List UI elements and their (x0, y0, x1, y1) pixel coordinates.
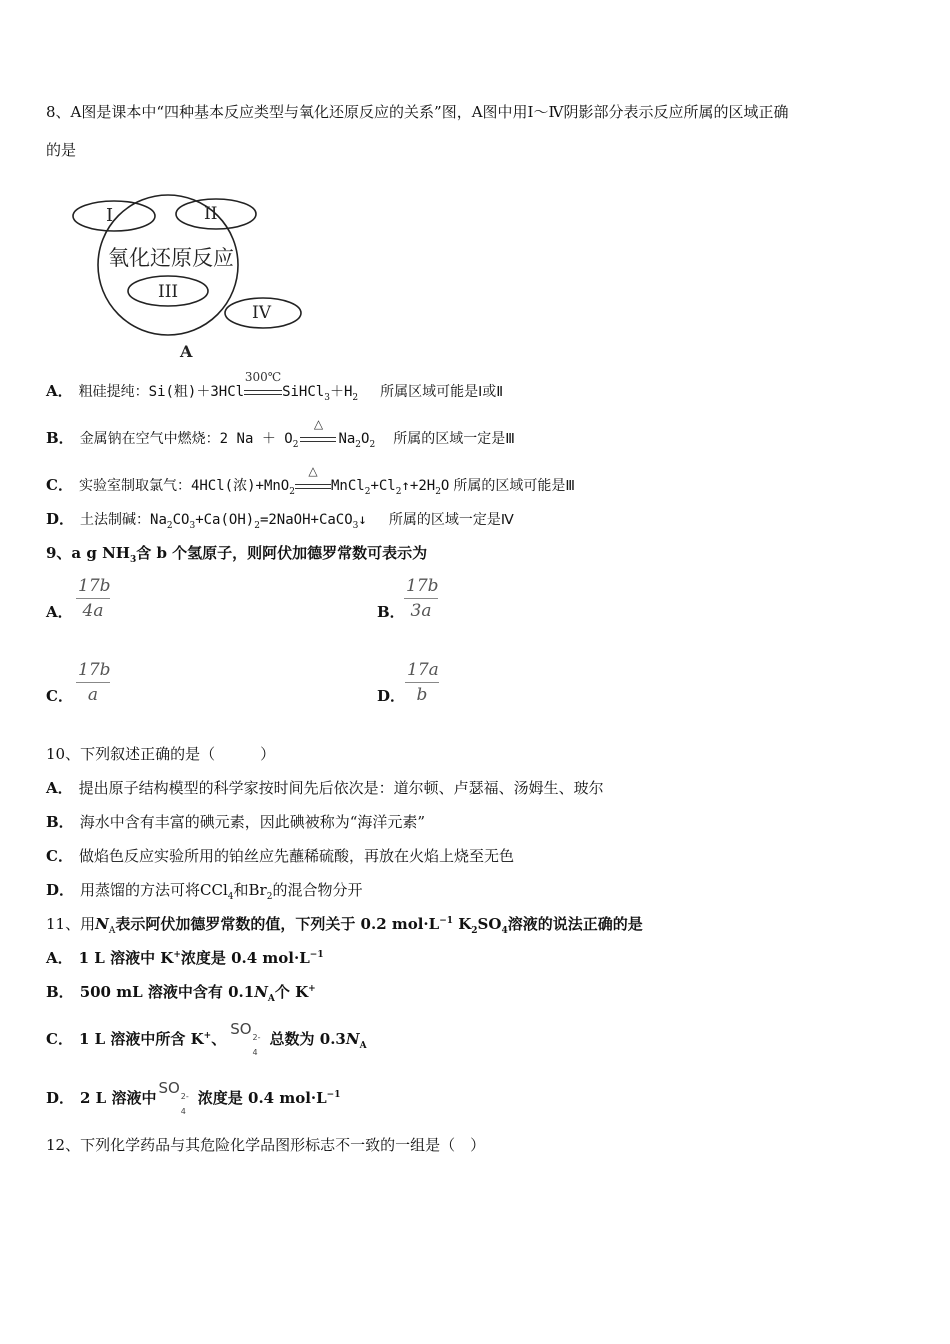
q9-option-c-fraction[interactable]: $\frac{17b}{a}$ (78, 660, 111, 705)
q8c-plus: +Cl (370, 478, 396, 494)
q10-option-a[interactable]: A． 提出原子结构模型的科学家按时间先后依次是：道尔顿、卢瑟福、汤姆生、玻尔 (46, 779, 604, 797)
q8c-tail: 所属的区域可能是Ⅲ (453, 478, 576, 494)
q10-option-b[interactable]: B． 海水中含有丰富的碘元素，因此碘被称为“海洋元素” (46, 813, 426, 831)
q8a-prefix: 粗硅提纯：Si(粗)＋3HCl (78, 384, 245, 400)
q8-stem-line1: 8、A图是课本中“四种基本反应类型与氧化还原反应的关系”图，A图中用Ⅰ～Ⅳ阴影部分表示反应所属的区域正确 (46, 103, 789, 121)
q8d-t2: +Ca(OH) (195, 512, 255, 528)
q8b-tail: 所属的区域一定是Ⅲ (393, 431, 515, 447)
q8b-prefix: 金属钠在空气中燃烧：2 Na ＋ O (79, 431, 293, 447)
q8a-plus: ＋H (329, 384, 353, 400)
q8c-condition: △ (295, 475, 331, 495)
q8d-tail: 所属的区域一定是Ⅳ (388, 512, 514, 528)
q8b-product: Na (338, 431, 356, 447)
q9-option-a-label[interactable]: A． (46, 603, 73, 621)
q10-option-d[interactable]: D． 用蒸馏的方法可将CCl$_4$和$Br_2$的混合物分开 (46, 881, 363, 902)
q9-option-a-fraction[interactable]: $\frac{17b}{4a}$ (78, 576, 111, 621)
q11-option-a[interactable]: A． 1 L 溶液中 K+浓度是 0.4 $mol\cdot L^{-1}$ (46, 949, 324, 967)
q10-option-c[interactable]: C． 做焰色反应实验所用的铂丝应先蘸稀硫酸，再放在火焰上烧至无色 (46, 847, 514, 865)
option-label: A． (46, 382, 73, 400)
q9-option-d-label[interactable]: D． (377, 687, 406, 705)
reaction-relationship-diagram (70, 185, 320, 365)
q11-option-d[interactable]: D． 2 L 溶液中SO 2- 4 浓度是 0.4 $mol\cdot L^{-1}$ (46, 1079, 341, 1116)
region-label-4: IV (252, 303, 271, 323)
sulfate-ion: SO 2- 4 (158, 1079, 189, 1116)
q11-option-c[interactable]: C． 1 L 溶液中所含 K+、SO 2- 4 总数为 $0.3N_A$ (46, 1020, 367, 1057)
q8c-rest2: O (440, 478, 450, 494)
region-label-1: I (106, 205, 114, 226)
q9-option-c-label[interactable]: C． (46, 687, 73, 705)
q8d-t4: ↓ (358, 512, 367, 528)
q12-stem: 12、下列化学药品与其危险化学品图形标志不一致的一组是（ ） (46, 1136, 486, 1154)
option-label: C． (46, 476, 73, 494)
q8d-t3: =2NaOH+CaCO (259, 512, 353, 528)
q8-option-c[interactable]: C． 实验室制取氯气：4HCl(浓)+MnO$_2$ △ $MnCl_2+Cl_2↑+2H_2O$ 所属的区域可能是Ⅲ (46, 464, 576, 497)
q8b-condition: △ (300, 428, 336, 448)
q11-stem: 11、用$N_A$表示阿伏加德罗常数的值，下列关于 0.2 $mol\cdot L^{-1}$ $K_2SO_4$溶液的说法正确的是 (46, 915, 643, 936)
q10-stem: 10、下列叙述正确的是（ ） (46, 745, 276, 763)
option-label: D． (46, 510, 75, 528)
q8a-tail: 所属区域可能是Ⅰ或Ⅱ (380, 384, 504, 400)
sulfate-ion: SO 2- 4 (230, 1020, 261, 1057)
q8b-p2: O (361, 431, 370, 447)
diagram-caption: A (180, 342, 193, 361)
option-label: B． (46, 429, 74, 447)
region-ellipse-1 (73, 201, 155, 231)
q8d-prefix: 土法制碱：Na (80, 512, 167, 528)
region-label-2: II (204, 204, 218, 224)
q9-option-d-fraction[interactable]: $\frac{17a}{b}$ (407, 660, 439, 705)
q8c-rest: ↑+2H (401, 478, 436, 494)
q8a-after: SiHCl (282, 384, 325, 400)
q8d-t1: CO (172, 512, 190, 528)
q8-option-d[interactable]: D． 土法制碱：$Na_2CO_3+Ca(OH)_2=2NaOH+CaCO_3↓$ 所属的区域一定是Ⅳ (46, 510, 514, 531)
q9-option-b-label[interactable]: B． (377, 603, 405, 621)
q8c-prefix: 实验室制取氯气：4HCl(浓)+MnO (78, 478, 290, 494)
q11-option-b[interactable]: B． 500 mL 溶液中含有 $0.1N_A$个 K+ (46, 983, 316, 1004)
q8-stem-line2: 的是 (46, 141, 77, 159)
q9-option-b-fraction[interactable]: $\frac{17b}{3a}$ (406, 576, 439, 621)
q8c-product: MnCl (330, 478, 365, 494)
region-label-3: III (158, 282, 179, 302)
q8a-condition: 300℃ (244, 381, 282, 401)
q8-option-b[interactable]: B． 金属钠在空气中燃烧：2 $Na + O_2$ △ $Na_2O_2$ 所属的区域一定是Ⅲ (46, 417, 515, 450)
q8-option-a[interactable]: A． 粗硅提纯：Si(粗)＋3HCl 300℃ $SiHCl_3+H_2$ 所属区域可能是Ⅰ或Ⅱ (46, 370, 504, 403)
q9-stem: 9、a g $NH_3$含 b 个氢原子，则阿伏加德罗常数可表示为 (46, 544, 428, 565)
redox-label: 氧化还原反应 (108, 246, 234, 270)
